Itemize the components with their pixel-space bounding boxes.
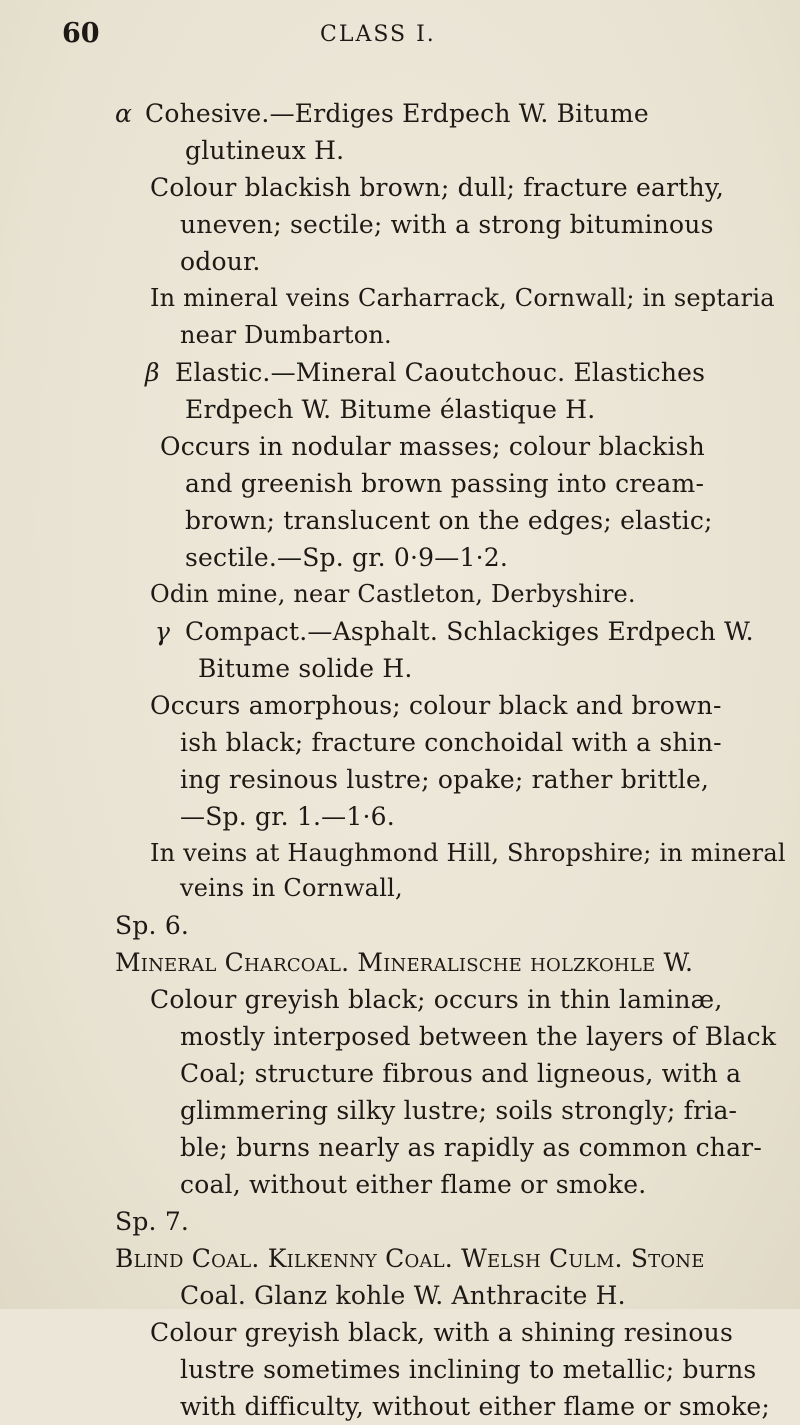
greek-marker: α bbox=[115, 99, 133, 128]
class-label: CLASS I. bbox=[320, 22, 436, 47]
text-line: Coal. Glanz kohle W. Anthracite H. bbox=[180, 1281, 626, 1310]
text-line: glimmering silky lustre; soils strongly; fria- bbox=[180, 1096, 738, 1125]
text-line: Colour greyish black; occurs in thin laminæ, bbox=[150, 985, 723, 1014]
variety-elastic-heading: β Elastic.—Mineral Caoutchouc. Elastiches bbox=[145, 354, 705, 391]
species-number: Sp. 6. bbox=[115, 911, 190, 940]
text-line: uneven; sectile; with a strong bituminous bbox=[180, 210, 714, 239]
text-line: Bitume solide H. bbox=[198, 654, 413, 683]
text-line: Occurs amorphous; colour black and brown- bbox=[150, 691, 722, 720]
text-line: Erdpech W. Bitume élastique H. bbox=[185, 395, 596, 424]
species-number: Sp. 7. bbox=[115, 1207, 190, 1236]
variety-compact-heading: γ Compact.—Asphalt. Schlackiges Erdpech W. bbox=[155, 613, 754, 650]
text-line: sectile.—Sp. gr. 0·9—1·2. bbox=[185, 543, 508, 572]
running-head bbox=[62, 18, 738, 58]
locality-line: near Dumbarton. bbox=[180, 321, 392, 349]
greek-marker: β bbox=[145, 358, 160, 387]
text-line: ing resinous lustre; opake; rather brittle, bbox=[180, 765, 710, 794]
locality-line: veins in Cornwall, bbox=[180, 874, 403, 902]
species-heading-blind-coal: Blind Coal. Kilkenny Coal. Welsh Culm. Stone bbox=[115, 1244, 705, 1273]
text-line: coal, without either flame or smoke. bbox=[180, 1170, 647, 1199]
text-line: glutineux H. bbox=[185, 136, 345, 165]
locality-line: In mineral veins Carharrack, Cornwall; in septaria bbox=[150, 284, 775, 312]
locality-line: Odin mine, near Castleton, Derbyshire. bbox=[150, 580, 636, 608]
locality-line: In veins at Haughmond Hill, Shropshire; in mineral bbox=[150, 839, 786, 867]
text-line: ble; burns nearly as rapidly as common char- bbox=[180, 1133, 762, 1162]
text-line: Colour greyish black, with a shining resinous bbox=[150, 1318, 733, 1347]
text-line: and greenish brown passing into cream- bbox=[185, 469, 705, 498]
text-line: mostly interposed between the layers of Black bbox=[180, 1022, 777, 1051]
text-line: Coal; structure fibrous and ligneous, with a bbox=[180, 1059, 742, 1088]
text-line: with difficulty, without either flame or smoke; bbox=[180, 1392, 771, 1421]
text-line: —Sp. gr. 1.—1·6. bbox=[180, 802, 395, 831]
greek-marker: γ bbox=[155, 617, 171, 646]
text-line: odour. bbox=[180, 247, 261, 276]
text-line: Colour blackish brown; dull; fracture earthy, bbox=[150, 173, 724, 202]
text-line: ish black; fracture conchoidal with a shin- bbox=[180, 728, 722, 757]
species-heading-mineral-charcoal: Mineral Charcoal. Mineralische holzkohle W. bbox=[115, 948, 694, 977]
page-number: 60 bbox=[62, 18, 100, 49]
text-line: brown; translucent on the edges; elastic; bbox=[185, 506, 713, 535]
text-line: lustre sometimes inclining to metallic; burns bbox=[180, 1355, 757, 1384]
text-line: Occurs in nodular masses; colour blackish bbox=[160, 432, 705, 461]
variety-cohesive-heading: α Cohesive.—Erdiges Erdpech W. Bitume bbox=[115, 95, 649, 132]
